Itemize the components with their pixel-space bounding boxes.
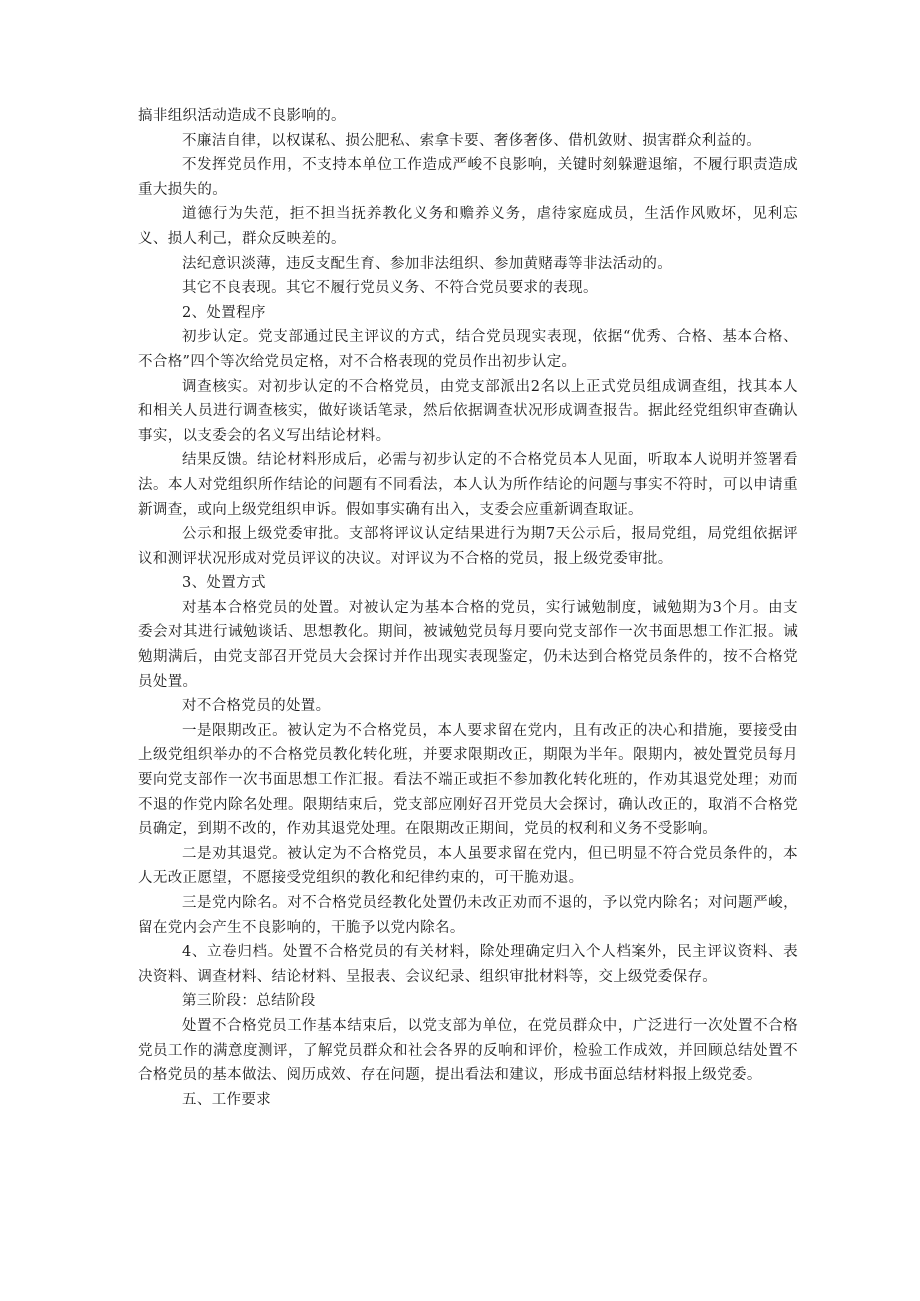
paragraph-publicity: 公示和报上级党委审批。支部将评议认定结果进行为期7天公示后，报局党组，局党组依据评议和测评状况形成对党员评议的决议。对评议为不合格的党员，报上级党委审批。	[138, 526, 798, 567]
paragraph-3: 不发挥党员作用，不支持本单位工作造成严峻不良影响，关键时刻躲避退缩，不履行职责造成重大损失的。	[138, 157, 798, 198]
paragraph-unqualified: 对不合格党员的处置。	[182, 698, 331, 715]
document-page	[138, 104, 798, 1112]
section-heading-methods: 3、处置方式	[182, 575, 266, 592]
paragraph-6: 其它不良表现。其它不履行党员义务、不符合党员要求的表现。	[182, 280, 598, 297]
paragraph-5: 法纪意识淡薄，违反支配生育、参加非法组织、参加黄赌毒等非法活动的。	[182, 255, 673, 272]
paragraph-persuade-withdrawal: 二是劝其退党。被认定为不合格党员，本人虽要求留在党内，但已明显不符合党员条件的，本人无改正愿望，不愿接受党组织的教化和纪律约束的，可干脆劝退。	[138, 845, 798, 887]
section-heading-procedure: 2、处置程序	[182, 304, 266, 321]
paragraph-deadline-correction: 一是限期改正。被认定为不合格党员，本人要求留在党内，且有改正的决心和措施，要接受由上级党组织举办的不合格党员教化转化班，并要求限期改正，期限为半年。限期内，被处置党员每月要向党支部作一次书面思想工作汇报。看法不端正或拒不参加教化转化班的，作劝其退党处理；劝而不退的作党内除名处理。限期结束后，党支部应刚好召开党员大会探讨，确认改正的，取消不合格党员确定，到期不改的，作劝其退党处理。在限期改正期间，党员的权利和义务不受影响。	[138, 722, 798, 838]
paragraph-feedback: 结果反馈。结论材料形成后，必需与初步认定的不合格党员本人见面，听取本人说明并签署看法。本人对党组织所作结论的问题有不同看法，本人认为所作结论的问题与事实不符时，可以申请重新调查，或向上级党组织申诉。假如事实确有出入，支委会应重新调查取证。	[138, 452, 798, 518]
paragraph-expulsion: 三是党内除名。对不合格党员经教化处置仍未改正劝而不退的，予以党内除名；对问题严峻，留在党内会产生不良影响的，干脆予以党内除名。	[138, 895, 798, 936]
paragraph-2: 不廉洁自律，以权谋私、损公肥私、索拿卡要、奢侈奢侈、借机敛财、损害群众利益的。	[182, 132, 762, 149]
section-heading-requirements: 五、工作要求	[182, 1091, 272, 1108]
paragraph-4: 道德行为失范，拒不担当抚养教化义务和赡养义务，虐待家庭成员，生活作风败坏，见利忘义、损人利己，群众反映差的。	[138, 206, 798, 247]
section-heading-stage-three: 第三阶段：总结阶段	[182, 993, 316, 1010]
paragraph-1: 搞非组织活动造成不良影响的。	[138, 108, 346, 124]
paragraph-basic-qualified: 对基本合格党员的处置。对被认定为基本合格的党员，实行诫勉制度，诫勉期为3个月。由支委会对其进行诫勉谈话、思想教化。期间，被诫勉党员每月要向党支部作一次书面思想工作汇报。诫勉期满后，由党支部召开党员大会探讨并作出现实表现鉴定，仍未达到合格党员条件的，按不合格党员处置。	[138, 599, 798, 690]
paragraph-summary: 处置不合格党员工作基本结束后，以党支部为单位，在党员群众中，广泛进行一次处置不合格党员工作的满意度测评，了解党员群众和社会各界的反响和评价，检验工作成效，并回顾总结处置不合格党员的基本做法、阅历成效、存在问题，提出看法和建议，形成书面总结材料报上级党委。	[138, 1017, 798, 1084]
paragraph-initial-determination: 初步认定。党支部通过民主评议的方式，结合党员现实表现，依据“优秀、合格、基本合格、不合格”四个等次给党员定格，对不合格表现的党员作出初步认定。	[138, 329, 798, 370]
paragraph-investigation: 调查核实。对初步认定的不合格党员，由党支部派出2名以上正式党员组成调查组，找其本人和相关人员进行调查核实，做好谈话笔录，然后依据调查状况形成调查报告。据此经党组织审查确认事实，以支委会的名义写出结论材料。	[138, 378, 798, 444]
paragraph-archiving: 4、立卷归档。处置不合格党员的有关材料，除处理确定归入个人档案外，民主评议资料、表决资料、调查材料、结论材料、呈报表、会议纪录、组织审批材料等，交上级党委保存。	[138, 944, 798, 985]
